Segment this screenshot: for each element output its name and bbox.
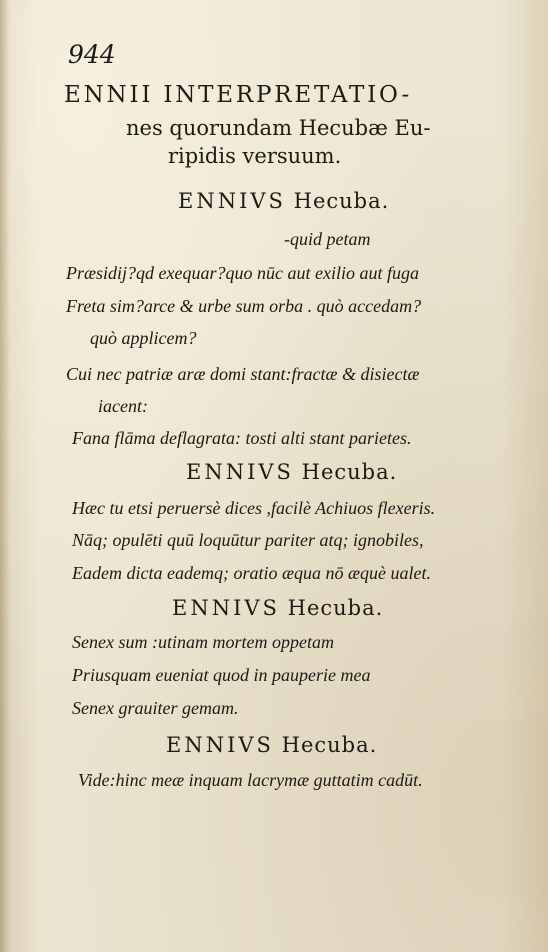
title-continuation-1: nes quorundam Hecubæ Eu- [126,116,431,140]
heading-rest: Hecuba. [293,189,390,213]
verse-line: iacent: [98,396,148,416]
page-title: ENNII INTERPRETATIO- [64,82,413,108]
heading-caps: ENNIVS [172,596,280,620]
section-heading-4 [166,733,377,757]
section-heading-3 [172,596,383,620]
heading-rest: Hecuba. [281,733,378,757]
verse-line: Hæc tu etsi peruersè dices ,facilè Achiuos flexeris. [72,498,436,518]
heading-rest: Hecuba. [301,460,398,484]
verse-line: Cui nec patriæ aræ domi stant:fractæ & disiectæ [66,364,420,384]
verse-line: -quid petam [284,229,371,249]
title-continuation-2: ripidis versuum. [168,144,342,168]
heading-caps: ENNIVS [166,733,274,757]
page-number: 944 [68,40,116,69]
heading-caps: ENNIVS [186,460,294,484]
verse-line: quò applicem? [90,328,197,348]
heading-rest: Hecuba. [287,596,384,620]
verse-line: Freta sim?arce & urbe sum orba . quò accedam? [66,296,422,316]
section-heading-2 [186,460,397,484]
verse-line: Priusquam eueniat quod in pauperie mea [72,665,371,685]
heading-caps: ENNIVS [178,189,286,213]
section-heading-1 [178,189,389,213]
verse-line: Eadem dicta eademq; oratio æqua nō æquè ualet. [72,563,431,583]
verse-line: Præsidij?qd exequar?quo nūc aut exilio aut fuga [66,263,419,283]
verse-line: Nāq; opulēti quū loquūtur pariter atq; ignobiles, [72,530,424,550]
verse-line: Senex grauiter gemam. [72,698,239,718]
page-gutter-shadow [0,0,10,952]
verse-line: Fana flāma deflagrata: tosti alti stant parietes. [72,428,412,448]
verse-line: Senex sum :utinam mortem oppetam [72,632,334,652]
verse-line: Vide:hinc meæ inquam lacrymæ guttatim cadūt. [78,770,423,790]
